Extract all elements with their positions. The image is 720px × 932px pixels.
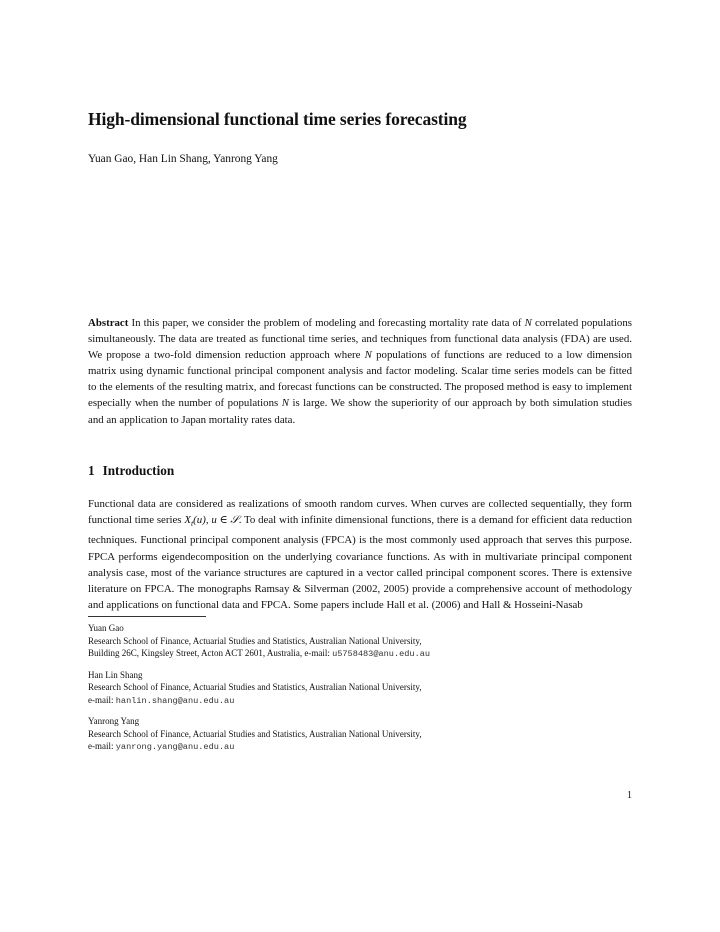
email-link[interactable]: hanlin.shang@anu.edu.au xyxy=(115,695,235,706)
footnote-author-name: Yuan Gao xyxy=(88,623,124,633)
email-link[interactable]: u5758483@anu.edu.au xyxy=(332,649,431,659)
footnote-address-line xyxy=(88,740,632,754)
paragraph-text: Functional data are considered as realizations of smooth random curves. When curves are collected sequentially, they form functional time series xyxy=(88,498,632,527)
footnote-address: e-mail: xyxy=(88,694,116,705)
abstract-text: correlated populations simultaneously. The data are treated as functional time series, and techniques from functional data analysis (FDA) are used. We propose a two-fold dimension reduction approach where xyxy=(88,317,632,362)
footnote-block xyxy=(88,669,632,708)
footnote-affiliation: Research School of Finance, Actuarial Studies and Statistics, Australian National University, xyxy=(88,682,422,692)
email-link[interactable]: yanrong.yang@anu.edu.au xyxy=(115,742,235,752)
section-heading xyxy=(88,461,174,481)
abstract-text: In this paper, we consider the problem of modeling and forecasting mortality rate data of xyxy=(128,317,525,329)
page-number: 1 xyxy=(627,790,632,801)
intro-paragraph xyxy=(88,496,632,613)
math-subscript: t xyxy=(190,519,194,529)
footnote-block xyxy=(88,622,632,661)
footnote-address-line xyxy=(88,647,632,661)
abstract xyxy=(88,315,632,428)
footnote-divider xyxy=(88,616,206,617)
footnote-address-line xyxy=(88,694,632,708)
footnote-address: Building 26C, Kingsley Street, Acton ACT 2601, Australia, e-mail: xyxy=(88,648,333,658)
footnote-author-name: Yanrong Yang xyxy=(88,716,140,726)
footnote-affiliation: Research School of Finance, Actuarial Studies and Statistics, Australian National University, xyxy=(88,635,422,646)
footnote-affiliation: Research School of Finance, Actuarial Studies and Statistics, Australian National University, xyxy=(88,728,422,739)
abstract-label: Abstract xyxy=(88,317,129,329)
math-symbol: X xyxy=(184,514,191,527)
author-list: Yuan Gao, Han Lin Shang, Yanrong Yang xyxy=(88,153,278,165)
section-number: 1 xyxy=(88,463,95,478)
math-symbol: N xyxy=(524,317,532,329)
math-symbol: N xyxy=(281,397,289,410)
footnote-block xyxy=(88,715,632,754)
abstract-text: populations of functions are reduced to a low dimension matrix using dynamic functional principal component analysis and factor modeling. Scalar time series models can be fitted to the elements of the resulting matrix, and forecast functions can be constructed. The proposed method is easy to implement especially when the number of populations xyxy=(88,349,632,410)
abstract-text: is large. We show the superiority of our approach by both simulation studies and an application to Japan mortality rates data. xyxy=(88,397,632,426)
math-expression: (u), u ∈ 𝒮 xyxy=(193,514,239,527)
section-title: Introduction xyxy=(102,463,175,478)
footnote-author-name: Han Lin Shang xyxy=(88,669,143,680)
paragraph-text: . To deal with infinite dimensional functions, there is a demand for efficient data reduction techniques. Functional principal component analysis (FPCA) is the most commonly used approach that serves this purpose. FPCA performs eigendecomposition on the underlying covariance functions. As with in multivariate principal component analysis case, most of the variance structures are captured in a vector called principal component scores. There is extensive literature on FPCA. The monographs Ramsay & Silverman (2002, 2005) provide a comprehensive account of methodology and applications on functional data and FPCA. Some papers include Hall et al. (2006) and Hall & Hosseini-Nasab xyxy=(88,514,632,612)
paper-title: High-dimensional functional time series forecasting xyxy=(88,109,467,129)
math-symbol: N xyxy=(364,349,372,362)
author-footnotes xyxy=(88,622,632,762)
footnote-address: e-mail: xyxy=(88,741,116,751)
